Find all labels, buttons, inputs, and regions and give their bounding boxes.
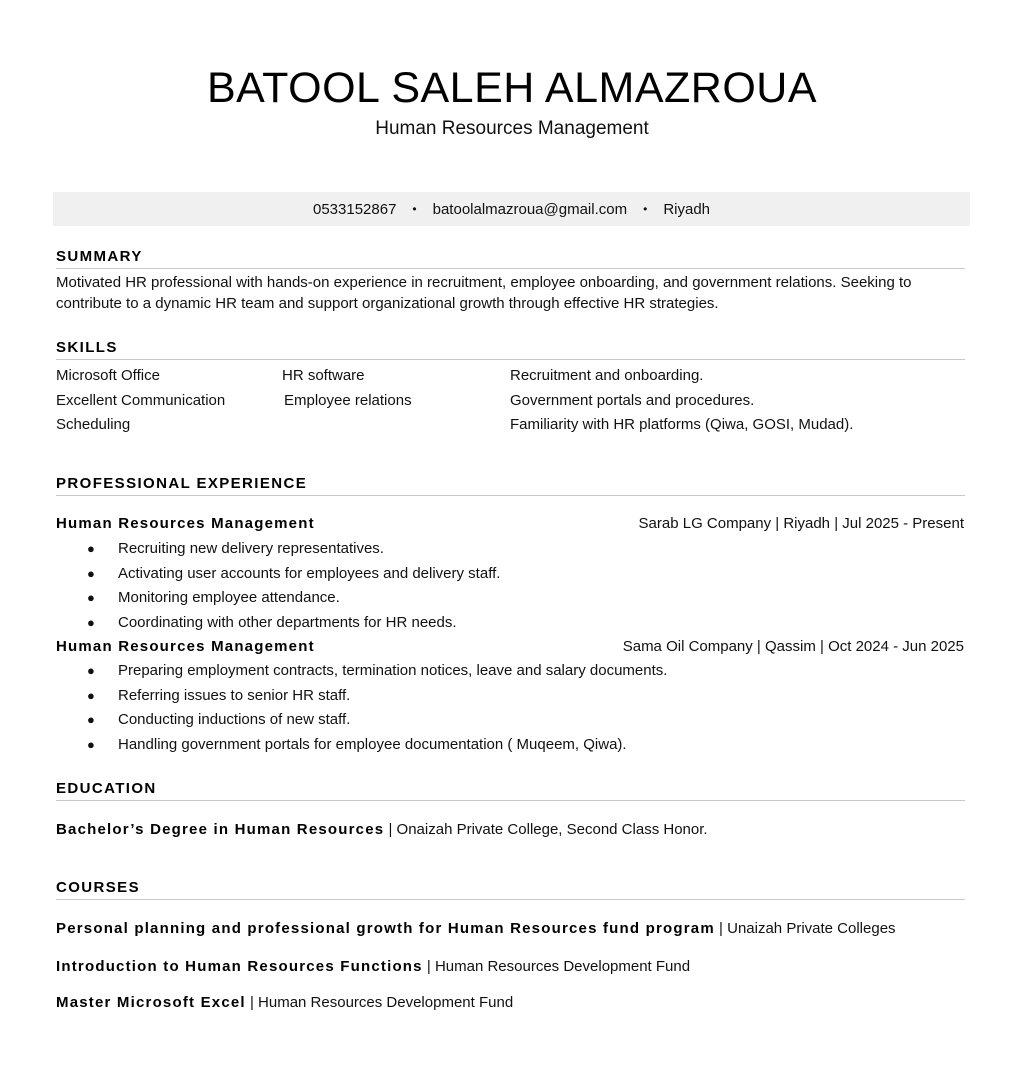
city: Riyadh <box>663 200 711 218</box>
degree-detail: | Onaizah Private College, Second Class Honor. <box>388 821 708 838</box>
course-name: Personal planning and professional growth for Human Resources fund program <box>56 920 715 937</box>
bullet-icon: ● <box>87 565 95 581</box>
list-item <box>84 733 667 758</box>
course-entry <box>56 919 896 939</box>
bullet-icon: ● <box>87 736 95 752</box>
skill-item: Recruitment and onboarding. <box>510 367 704 384</box>
course-provider: | Human Resources Development Fund <box>249 994 514 1011</box>
course-provider: | Unaizah Private Colleges <box>719 920 896 937</box>
skill-item: Familiarity with HR platforms (Qiwa, GOSI, Mudad). <box>510 416 854 433</box>
separator-dot: • <box>643 202 648 216</box>
bullet-text: Activating user accounts for employees and delivery staff. <box>118 564 501 582</box>
bullet-text: Referring issues to senior HR staff. <box>118 686 351 704</box>
job-meta: Sarab LG Company | Riyadh | Jul 2025 - Present <box>638 515 964 532</box>
candidate-name: BATOOL SALEH ALMAZROUA <box>207 64 817 112</box>
list-item <box>84 586 500 611</box>
bullet-icon: ● <box>87 663 95 678</box>
bullet-icon: ● <box>87 614 95 630</box>
separator-dot: • <box>412 202 417 216</box>
education-heading: EDUCATION <box>56 780 965 801</box>
bullet-icon: ● <box>87 687 95 703</box>
course-name: Introduction to Human Resources Functions <box>56 958 423 975</box>
bullet-text: Monitoring employee attendance. <box>118 589 340 606</box>
bullet-icon: ● <box>87 541 95 556</box>
experience-heading: PROFESSIONAL EXPERIENCE <box>56 475 965 496</box>
email-address: batoolalmazroua@gmail.com <box>432 200 628 218</box>
list-item <box>84 537 500 562</box>
course-provider: | Human Resources Development Fund <box>426 958 691 975</box>
skill-item: Microsoft Office <box>56 367 160 384</box>
job-title: Human Resources Management <box>56 515 315 532</box>
list-item <box>84 708 667 733</box>
skill-item: Government portals and procedures. <box>510 392 755 409</box>
list-item <box>84 684 667 709</box>
summary-heading: SUMMARY <box>56 248 965 269</box>
bullet-text: Recruiting new delivery representatives. <box>118 540 384 557</box>
summary-text: Motivated HR professional with hands-on experience in recruitment, employee onboarding, and government relations. Seeking to contribute to a dynamic HR team and support organizational growth through effective HR strategies. <box>56 274 912 312</box>
candidate-subtitle: Human Resources Management <box>375 118 649 139</box>
course-entry <box>56 993 513 1013</box>
skill-item: HR software <box>282 367 365 384</box>
list-item <box>84 611 500 636</box>
bullet-text: Coordinating with other departments for HR needs. <box>118 613 457 631</box>
degree-name: Bachelor’s Degree in Human Resources <box>56 821 385 838</box>
courses-heading: COURSES <box>56 879 965 900</box>
job-bullets <box>84 659 667 757</box>
list-item <box>84 562 500 587</box>
course-entry <box>56 957 690 977</box>
phone-number: 0533152867 <box>312 200 397 218</box>
bullet-icon: ● <box>87 712 95 727</box>
skills-heading: SKILLS <box>56 339 965 360</box>
skill-item: Excellent Communication <box>56 392 226 409</box>
job-title: Human Resources Management <box>56 638 315 655</box>
bullet-text: Handling government portals for employee documentation ( Muqeem, Qiwa). <box>118 735 627 753</box>
bullet-text: Preparing employment contracts, termination notices, leave and salary documents. <box>118 662 668 679</box>
education-entry <box>56 820 708 840</box>
contact-bar <box>53 192 970 226</box>
bullet-icon: ● <box>87 590 95 605</box>
course-name: Master Microsoft Excel <box>56 994 246 1011</box>
job-bullets <box>84 537 500 635</box>
bullet-text: Conducting inductions of new staff. <box>118 711 351 728</box>
skill-item: Scheduling <box>56 416 131 433</box>
list-item <box>84 659 667 684</box>
skill-item: Employee relations <box>284 392 412 409</box>
job-meta: Sama Oil Company | Qassim | Oct 2024 - Jun 2025 <box>622 638 964 655</box>
